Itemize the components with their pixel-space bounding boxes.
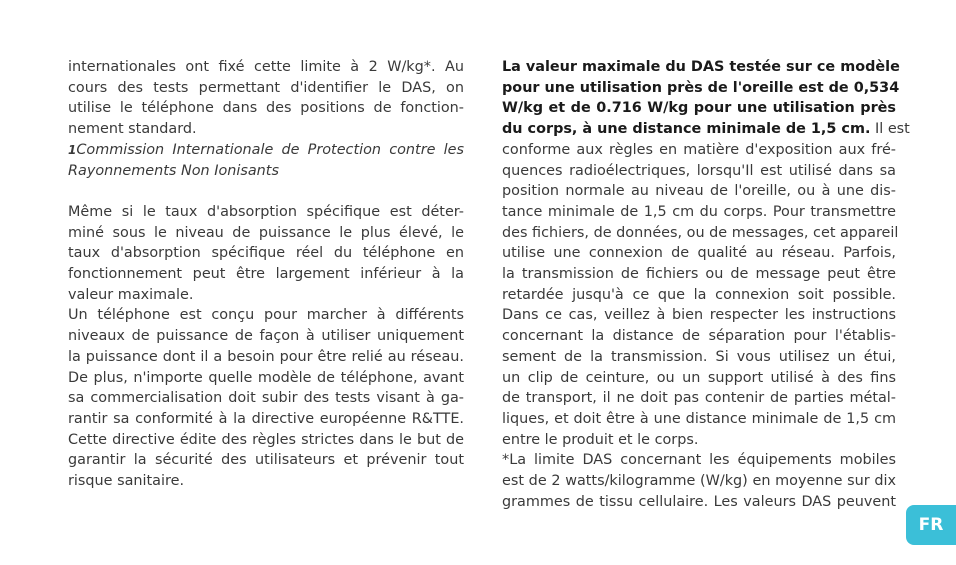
text-line: liques, et doit être à une distance minimale de 1,5 cm xyxy=(502,410,896,427)
text-line: de transport, il ne doit pas contenir de parties métal- xyxy=(502,390,896,407)
text-line: tance minimale de 1,5 cm du corps. Pour transmettre xyxy=(502,203,896,220)
text-line: position normale au niveau de l'oreille, ou à une dis- xyxy=(502,183,896,200)
text-line: entre le produit et le corps. xyxy=(502,431,699,448)
text-line: conforme aux règles en matière d'exposition aux fré- xyxy=(502,141,896,158)
bold-text: du corps, à une distance minimale de 1,5 cm. xyxy=(502,121,871,138)
text-line: sement de la transmission. Si vous utilisez un étui, xyxy=(502,348,896,365)
text-line: la puissance dont il a besoin pour être relié au réseau. xyxy=(68,348,464,365)
footnote-marker: 1 xyxy=(68,142,77,157)
text-line: valeur maximale. xyxy=(68,286,194,303)
text-line: est de 2 watts/kilogramme (W/kg) en moyenne sur dix xyxy=(502,473,896,490)
right-column xyxy=(502,57,910,512)
bold-line: pour une utilisation près de l'oreille est de 0,534 xyxy=(502,79,900,96)
text-line: Cette directive édite des règles strictes dans le but de xyxy=(68,431,464,448)
footnote-line: Rayonnements Non Ionisants xyxy=(68,162,279,179)
text-line: rantir sa conformité à la directive européenne R&TTE. xyxy=(68,410,464,427)
footnote-line xyxy=(68,140,464,161)
paragraph-power-levels xyxy=(68,305,464,491)
text-line: fonctionnement peut être largement inférieur à la xyxy=(68,266,464,283)
text-line: la transmission de fichiers ou de message peut être xyxy=(502,266,896,283)
text-line: utilise le téléphone dans des positions de fonction- xyxy=(68,100,464,117)
paragraph-das-values xyxy=(502,57,910,450)
text-line: Même si le taux d'absorption spécifique est déter- xyxy=(68,203,464,220)
text-line: risque sanitaire. xyxy=(68,473,185,490)
text-line: *La limite DAS concernant les équipements mobiles xyxy=(502,452,896,469)
text-line: des fichiers, de données, ou de messages, cet appareil xyxy=(502,224,899,241)
regular-text: Il est xyxy=(870,121,910,138)
text-line: quences radioélectriques, lorsqu'Il est utilisé dans sa xyxy=(502,162,896,179)
text-line: utilise une connexion de qualité au réseau. Parfois, xyxy=(502,245,896,262)
left-column xyxy=(68,57,464,492)
text-line: Dans ce cas, veillez à bien respecter les instructions xyxy=(502,307,896,324)
text-line: De plus, n'importe quelle modèle de téléphone, avant xyxy=(68,369,464,386)
bold-line: La valeur maximale du DAS testée sur ce modèle xyxy=(502,59,900,75)
text-line: niveaux de puissance de façon à utiliser uniquement xyxy=(68,328,464,345)
text-line: garantir la sécurité des utilisateurs et prévenir tout xyxy=(68,452,464,469)
spacer xyxy=(68,181,464,202)
footnote xyxy=(68,140,464,181)
text-line: internationales ont fixé cette limite à 2 W/kg*. Au xyxy=(68,59,464,75)
paragraph-das-note xyxy=(502,450,896,512)
text-line: un clip de ceinture, ou un support utilisé à des fins xyxy=(502,369,896,386)
text-line: cours des tests permettant d'identifier le DAS, on xyxy=(68,79,464,96)
footnote-text: Commission Internationale de Protection contre les xyxy=(76,141,464,158)
text-line: miné sous le niveau de puissance le plus élevé, le xyxy=(68,224,464,241)
text-line: grammes de tissu cellulaire. Les valeurs DAS peuvent xyxy=(502,493,896,510)
text-line: nement standard. xyxy=(68,121,197,138)
paragraph-absorption xyxy=(68,202,464,306)
text-line: sa commercialisation doit subir des tests visant à ga- xyxy=(68,390,464,407)
language-badge: FR xyxy=(906,505,956,545)
paragraph-limit xyxy=(68,57,464,140)
mixed-line xyxy=(502,119,910,140)
text-line: retardée jusqu'à ce que la connexion soit possible. xyxy=(502,286,896,303)
text-line: Un téléphone est conçu pour marcher à différents xyxy=(68,307,464,324)
bold-line: W/kg et de 0.716 W/kg pour une utilisation près xyxy=(502,100,896,117)
text-line: taux d'absorption spécifique réel du téléphone en xyxy=(68,245,464,262)
text-line: concernant la distance de séparation pour l'établis- xyxy=(502,328,896,345)
